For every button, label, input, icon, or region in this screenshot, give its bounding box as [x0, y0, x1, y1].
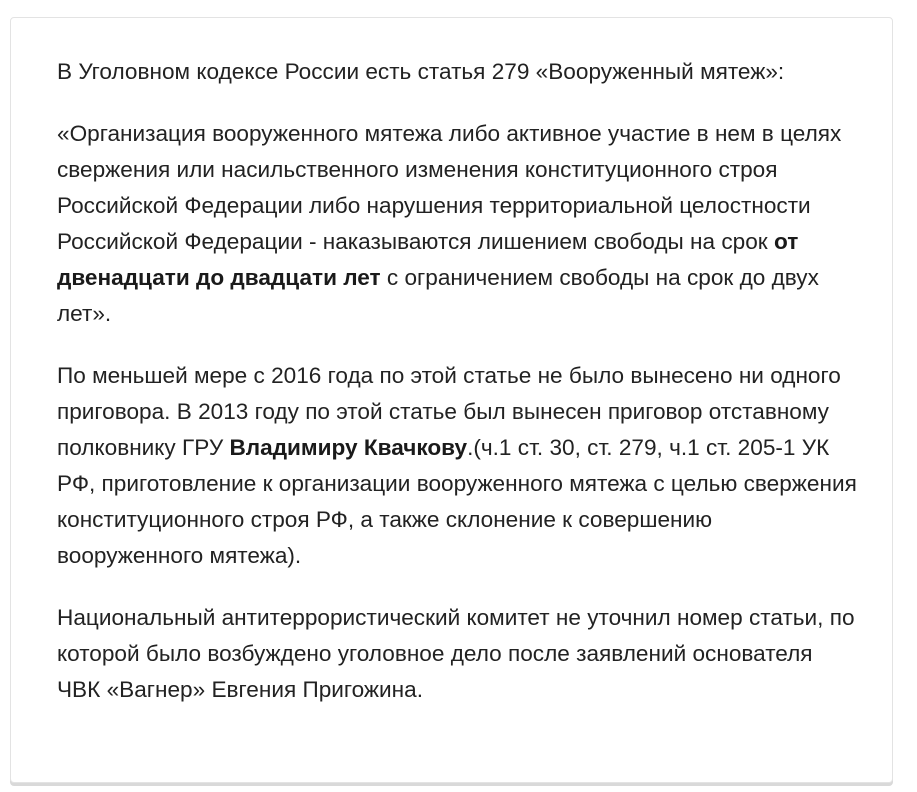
- article-body: [57, 54, 862, 734]
- paragraph-verdicts: [57, 358, 862, 574]
- paragraph-intro: В Уголовном кодексе России есть статья 279 «Вооруженный мятеж»:: [57, 59, 785, 84]
- paragraph-quote: [57, 116, 862, 332]
- paragraph-nak: Национальный антитеррористический комитет не уточнил номер статьи, по которой было возбуждено уголовное дело после заявлений основателя ЧВК «Вагнер» Евгения Пригожина.: [57, 605, 855, 702]
- verdicts-name-highlight: Владимиру Квачкову: [229, 435, 468, 460]
- quote-text: «Организация вооруженного мятежа либо активное участие в нем в целях свержения или насильственного изменения конституционного строя Российской Федерации либо нарушения территориальной целостности Российской Федерации - наказываются лишением свободы на срок: [57, 121, 842, 254]
- verdicts-text: По меньшей мере с 2016 года по этой статье не было вынесено ни одного приговора. В 2013 году по этой статье был вынесен приговор отставному полковнику ГРУ: [57, 363, 841, 460]
- verdicts-text-end: .(ч.1 ст. 30, ст. 279, ч.1 ст. 205-1 УК РФ, приготовление к организации вооруженного мятежа с целью свержения конституционного строя РФ, а также склонение к совершению вооруженного мятежа).: [57, 435, 857, 568]
- quote-sentence-highlight: от двенадцати до двадцати лет: [57, 229, 799, 290]
- quote-text-end: с ограничением свободы на срок до двух лет».: [57, 265, 819, 326]
- article-card: [10, 17, 893, 783]
